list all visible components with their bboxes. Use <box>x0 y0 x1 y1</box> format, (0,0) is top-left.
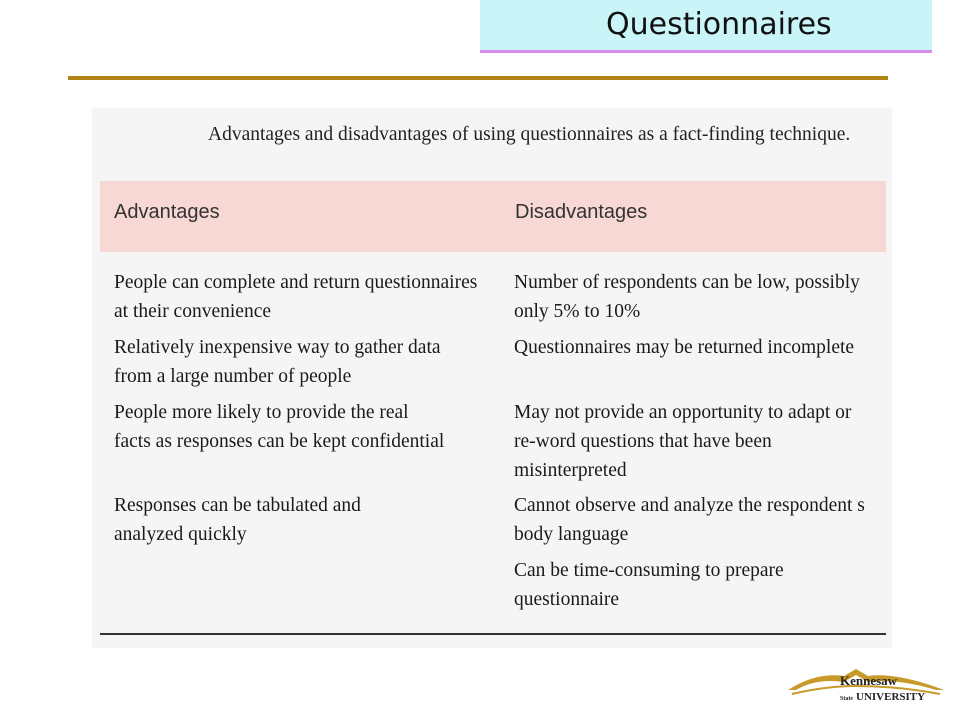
table-bottom-rule <box>100 633 886 635</box>
kennesaw-state-university-logo <box>786 664 946 704</box>
header-disadvantages: Disadvantages <box>515 201 648 223</box>
table-caption: Advantages and disadvantages of using questionnaires as a fact-finding technique. <box>208 124 851 145</box>
title-rule <box>68 76 888 80</box>
disadvantage-item: Cannot observe and analyze the respondent s body language <box>514 495 865 545</box>
table-header <box>100 181 886 252</box>
logo-line2: UNIVERSITY <box>856 691 926 703</box>
advantage-item: Responses can be tabulated and analyzed quickly <box>114 495 361 545</box>
logo-line2-small: State <box>840 696 853 702</box>
advantage-item: People can complete and return questionnaires at their convenience <box>114 272 478 322</box>
advantage-item: People more likely to provide the real facts as responses can be kept confidential <box>114 402 445 452</box>
disadvantage-item: May not provide an opportunity to adapt or re-word questions that have been misinterpreted <box>514 402 852 481</box>
header-advantages: Advantages <box>114 201 220 223</box>
advantage-item: Relatively inexpensive way to gather data from a large number of people <box>114 337 441 387</box>
disadvantage-item: Questionnaires may be returned incomplete <box>514 337 855 358</box>
disadvantage-item: Number of respondents can be low, possibly only 5% to 10% <box>514 272 860 322</box>
comparison-table-figure <box>92 108 892 648</box>
logo-line1: Kennesaw <box>840 673 898 688</box>
slide-title: Questionnaires <box>606 7 832 42</box>
disadvantage-item: Can be time-consuming to prepare questionnaire <box>514 560 784 610</box>
title-bar <box>480 0 932 53</box>
